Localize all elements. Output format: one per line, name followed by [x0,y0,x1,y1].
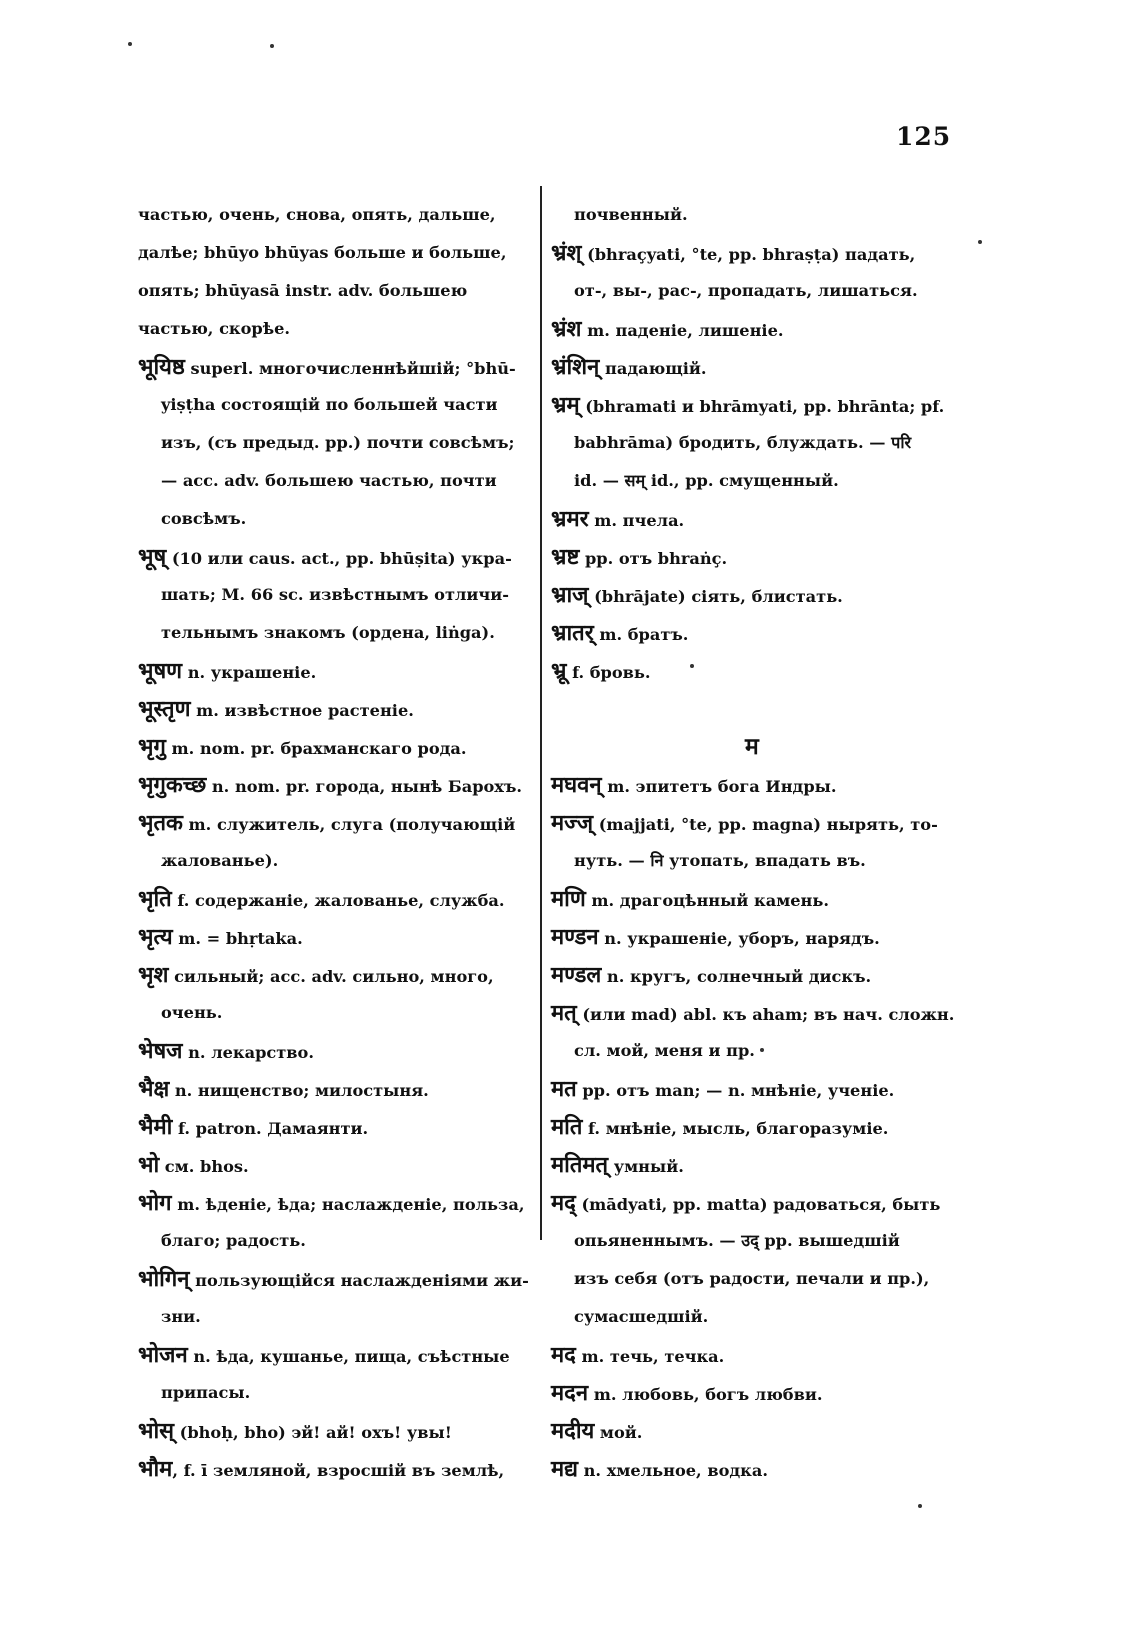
dictionary-line [551,1146,961,1184]
dictionary-line [551,766,961,804]
headword: मदन [551,1380,589,1406]
dictionary-line [138,652,510,690]
dictionary-line [138,690,510,728]
dictionary-line [551,538,961,576]
headword: मद [551,1342,576,1368]
entry-text: म [745,733,759,760]
entry-text: (mādyati, pp. matta) радоваться, быть [575,1195,941,1214]
dictionary-line [551,348,961,386]
entry-text: (bhraçyati, °te, pp. bhraṣṭa) падать, [581,245,916,264]
left-column [138,196,529,1488]
dictionary-line [551,1222,961,1260]
headword: भ्रष्ट [551,544,580,570]
headword: मणि [551,886,586,912]
dictionary-line [138,1412,510,1450]
entry-text: сильный; acc. adv. сильно, много, [168,967,494,986]
scan-speck [690,664,694,668]
dictionary-line [551,462,961,500]
dictionary-line [138,1032,510,1070]
dictionary-line [551,1450,961,1488]
dictionary-line [551,880,961,918]
dictionary-line [551,576,961,614]
entry-text: n. хмельное, водка. [578,1461,768,1480]
dictionary-line [138,1450,510,1488]
dictionary-line [551,652,961,690]
headword: भृतक [138,810,183,836]
entry-text: m. служитель, слуга (получающій [182,815,516,834]
scan-speck [978,240,982,244]
headword: भ्रंश [551,316,582,342]
headword: मत [551,1076,577,1102]
dictionary-line [551,1412,961,1450]
entry-text: m. любовь, богъ любви. [588,1385,823,1404]
entry-text: опять; bhūyasā instr. adv. большею [138,281,468,300]
entry-text: — acc. adv. большею частью, почти [161,471,497,490]
entry-text: m. ѣденіе, ѣда; наслажденіе, польза, [171,1195,525,1214]
section-letter [551,728,961,766]
dictionary-line [138,1222,510,1260]
entry-text: (majjati, °te, pp. magna) нырять, то- [593,815,938,834]
entry-text: pp. отъ man; — n. мнѣніе, ученіе. [576,1081,895,1100]
entry-text: припасы. [161,1383,251,1402]
headword: भ्रम् [551,392,580,418]
dictionary-line [138,576,510,614]
entry-text: от-, вы-, рас-, пропадать, лишаться. [574,281,918,300]
entry-text: n. ѣда, кушанье, пища, съѣстные [187,1347,510,1366]
entry-text: n. кругъ, солнечный дискъ. [601,967,872,986]
entry-text: n. лекарство. [182,1043,314,1062]
dictionary-line [138,842,510,880]
headword: मति [551,1114,583,1140]
dictionary-line [138,1336,510,1374]
entry-text: очень. [161,1003,223,1022]
headword: भो [138,1152,160,1178]
entry-text: n. нищенство; милостыня. [169,1081,429,1100]
entry-text: (bhramati и bhrāmyati, pp. bhrānta; pf. [579,397,945,416]
dictionary-line [138,614,510,652]
headword: मत् [551,1000,577,1026]
dictionary-line [551,1298,961,1336]
dictionary-line [551,1184,961,1222]
entry-text: благо; радость. [161,1231,306,1250]
dictionary-line [138,234,510,272]
dictionary-line [551,614,961,652]
headword: भृश [138,962,169,988]
entry-text: умный. [608,1157,684,1176]
headword: भृगु [138,734,166,760]
dictionary-line [551,272,961,310]
dictionary-line [138,462,510,500]
dictionary-line [551,1260,961,1298]
entry-text: m. nom. pr. брахманскаго рода. [165,739,467,758]
right-column [551,196,961,1488]
headword: भ्रंश् [551,240,582,266]
headword: भोस् [138,1418,175,1444]
dictionary-line [138,918,510,956]
entry-text: (bhoḥ, bho) эй! ай! охъ! увы! [174,1423,452,1442]
entry-text: , f. ī земляной, взросшій въ землѣ, [172,1461,505,1480]
entry-text: f. patron. Дамаянти. [172,1119,369,1138]
headword: भ्रमर [551,506,589,532]
headword: मघवन् [551,772,602,798]
entry-text: (10 или caus. act., pp. bhūṣita) укра- [166,549,512,568]
entry-text: n. украшеніе. [182,663,317,682]
dictionary-line [138,272,510,310]
entry-text: почвенный. [574,205,688,224]
headword: भृत्य [138,924,173,950]
entry-text: m. пчела. [588,511,685,530]
dictionary-line [138,1146,510,1184]
entry-text: см. bhos. [159,1157,249,1176]
headword: भूष् [138,544,167,570]
headword: भूस्तृण [138,696,191,722]
entry-text: f. содержаніе, жалованье, служба. [171,891,505,910]
entry-text: опьяненнымъ. — उद् pp. вышедшій [574,1231,900,1250]
dictionary-line [138,880,510,918]
dictionary-line [138,1070,510,1108]
entry-text: далѣе; bhūyo bhūyas больше и больше, [138,243,507,262]
dictionary-line [551,310,961,348]
dictionary-line [551,1070,961,1108]
dictionary-line [138,196,510,234]
dictionary-line [138,538,510,576]
headword: मतिमत् [551,1152,609,1178]
entry-text: шать; M. 66 sc. извѣстнымъ отличи- [161,585,509,604]
entry-text: падающій. [599,359,707,378]
scan-speck [760,1048,764,1052]
scan-speck [270,44,274,48]
entry-text: нуть. — नि утопать, впадать въ. [574,851,866,870]
entry-text: мой. [594,1423,643,1442]
entry-text: частью, скорѣе. [138,319,291,338]
dictionary-line [551,956,961,994]
headword: भ्रातर् [551,620,594,646]
headword: भैक्ष [138,1076,170,1102]
scan-speck [128,42,132,46]
entry-text: m. паденіе, лишеніе. [581,321,784,340]
headword: भौम [138,1456,173,1482]
entry-text: зни. [161,1307,201,1326]
headword: भृति [138,886,172,912]
entry-text: m. драгоцѣнный камень. [585,891,830,910]
dictionary-line [551,1336,961,1374]
entry-text: тельнымъ знакомъ (ордена, liṅga). [161,623,495,642]
entry-text: pp. отъ bhraṅç. [579,549,728,568]
entry-text: изъ себя (отъ радости, печали и пр.), [574,1269,930,1288]
entry-text: n. nom. pr. города, нынѣ Барохъ. [206,777,523,796]
headword: भृगुकच्छ [138,772,207,798]
headword: भोग [138,1190,172,1216]
dictionary-line [551,196,961,234]
headword: मद् [551,1190,576,1216]
headword: मण्डन [551,924,599,950]
dictionary-line [138,728,510,766]
dictionary-line [138,310,510,348]
headword: मज्ज् [551,810,594,836]
headword: भूषण [138,658,183,684]
dictionary-line [138,766,523,804]
headword: भोगिन् [138,1266,190,1292]
dictionary-line [138,500,510,538]
dictionary-line [138,1108,510,1146]
headword: भोजन [138,1342,188,1368]
entry-text: superl. многочисленнѣйшій; °bhū- [184,359,516,378]
dictionary-line [138,994,510,1032]
dictionary-line [138,1298,510,1336]
entry-text: пользующійся наслажденіями жи- [189,1271,529,1290]
dictionary-line [551,500,961,538]
headword: मण्डल [551,962,602,988]
dictionary-line [138,1184,525,1222]
dictionary-line [138,424,515,462]
dictionary-line [551,842,961,880]
headword: भूयिष्ठ [138,354,185,380]
headword: भेषज [138,1038,183,1064]
headword: मदीय [551,1418,595,1444]
dictionary-line [551,424,961,462]
dictionary-line [551,1374,961,1412]
headword: मद्य [551,1456,579,1482]
entry-text: m. течь, течка. [575,1347,725,1366]
page-number: 125 [896,122,952,151]
headword: भ्रंशिन् [551,354,600,380]
dictionary-line [551,690,961,728]
headword: भैमी [138,1114,173,1140]
dictionary-line [551,386,961,424]
dictionary-line [138,956,510,994]
dictionary-line [551,804,961,842]
entry-text: f. бровь. [566,663,651,682]
entry-text: сл. мой, меня и пр. [574,1041,755,1060]
entry-text: m. братъ. [593,625,689,644]
dictionary-line [138,804,516,842]
entry-text: m. = bhṛtaka. [172,929,303,948]
entry-text: (bhrājate) сіять, блистать. [588,587,843,606]
dictionary-line [551,234,961,272]
entry-text: изъ, (съ предыд. pp.) почти совсѣмъ; [161,433,515,452]
entry-text: жалованье). [161,851,279,870]
dictionary-line [138,348,516,386]
entry-text: совсѣмъ. [161,509,247,528]
entry-text: (или mad) abl. къ aham; въ нач. сложн. [576,1005,955,1024]
entry-text: id. — सम् id., pp. смущенный. [574,471,839,490]
entry-text: n. украшеніе, уборъ, нарядъ. [598,929,880,948]
headword: भ्रू [551,658,567,684]
dictionary-line [551,1032,961,1070]
dictionary-line [138,1260,529,1298]
dictionary-line [551,918,961,956]
entry-text: m. извѣстное растеніе. [190,701,414,720]
entry-text: частью, очень, снова, опять, дальше, [138,205,496,224]
entry-text: f. мнѣніе, мысль, благоразуміе. [582,1119,889,1138]
entry-text: m. эпитетъ бога Индры. [601,777,837,796]
column-divider [540,186,542,1240]
scan-speck [918,1504,922,1508]
entry-text: yiṣṭha состоящій по большей части [161,395,498,414]
dictionary-line [138,1374,510,1412]
dictionary-line [551,1108,961,1146]
dictionary-line [551,994,961,1032]
dictionary-line [138,386,510,424]
entry-text: babhrāma) бродить, блуждать. — परि [574,433,912,452]
entry-text: сумасшедшій. [574,1307,709,1326]
headword: भ्राज् [551,582,589,608]
